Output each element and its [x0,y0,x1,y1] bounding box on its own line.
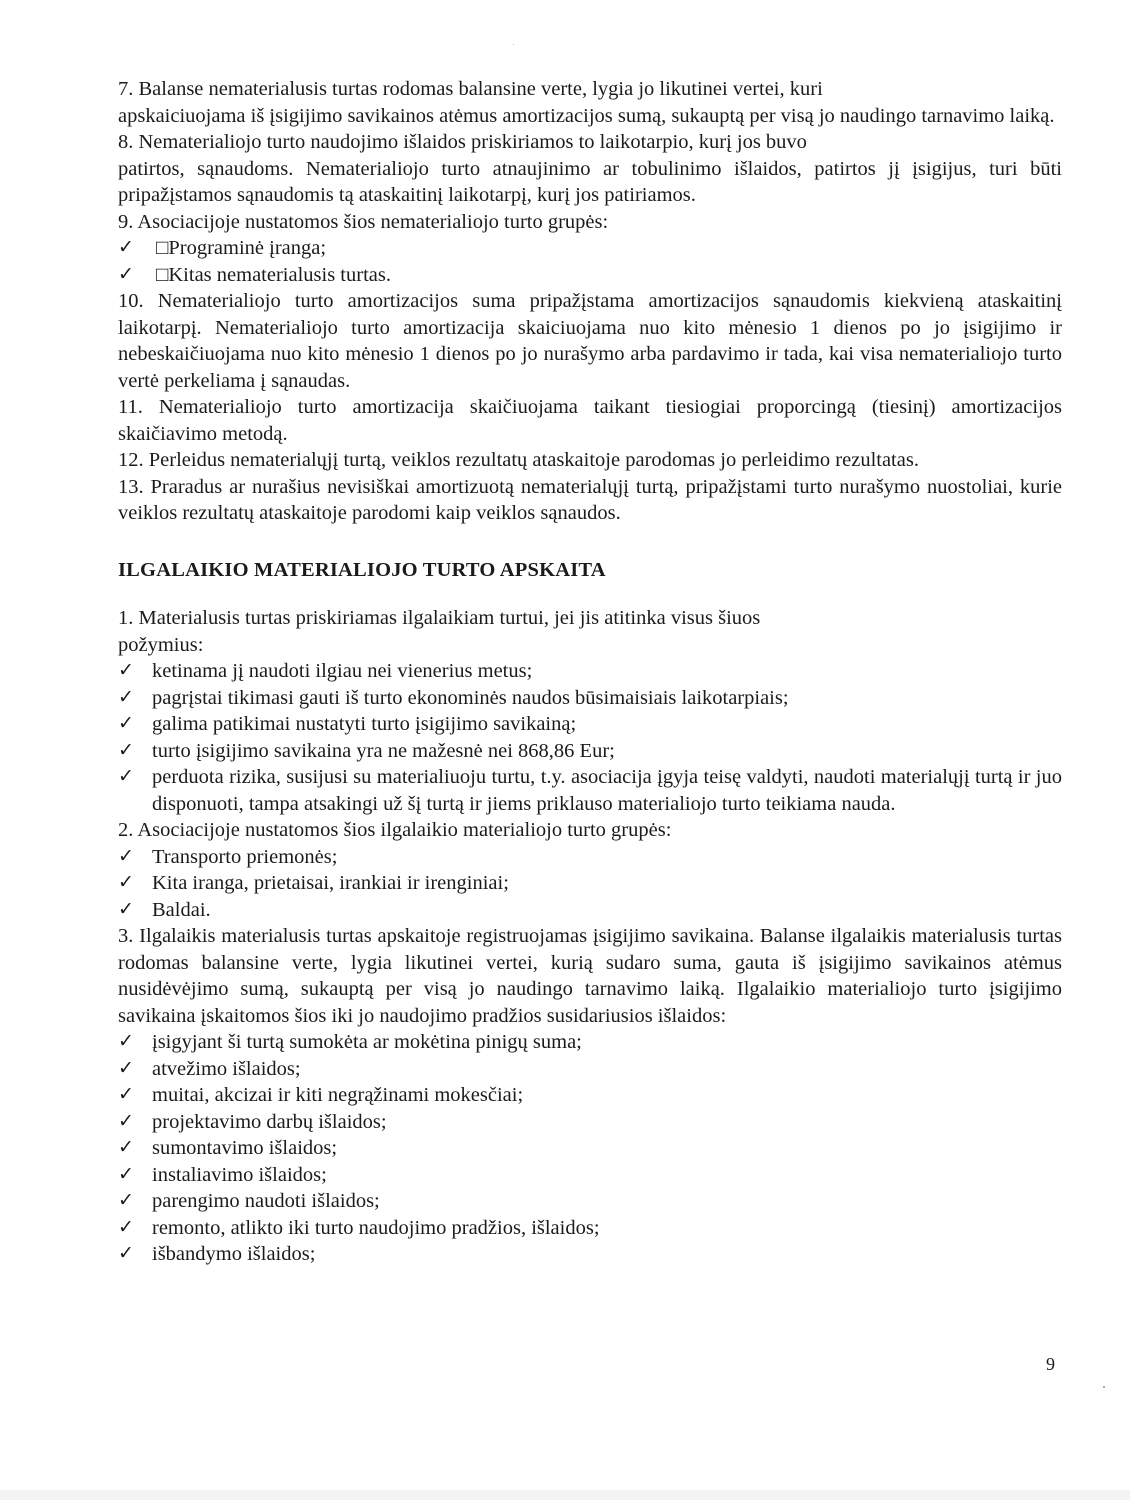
paragraph-7a: 7. Balanse nematerialusis turtas rodomas balansine verte, lygia jo likutinei vertei, kuri [118,78,823,100]
list-item [118,1082,1062,1109]
tangible-group: Transporto priemonės; [152,845,338,868]
paragraph-1b: požymius: [118,633,204,656]
list-item [118,658,1062,685]
cost-item: atvežimo išlaidos; [152,1057,301,1080]
cost-item: įsigyjant ši turtą sumokėta ar mokėtina pinigų suma; [152,1031,582,1053]
intangible-group-other: □Kitas nematerialusis turtas. [156,263,391,286]
check-icon: ✓ [118,739,134,761]
check-icon: ✓ [118,1190,134,1211]
check-icon: ✓ [118,1137,134,1158]
scan-speck [1103,1386,1105,1388]
paragraph-1a: 1. Materialusis turtas priskiriamas ilgalaikiam turtui, jei jis atitinka visus šiuos [118,607,761,629]
check-icon: ✓ [118,898,134,920]
list-item [118,1135,1062,1162]
tangible-group: Baldai. [152,898,211,921]
criterion: galima patikimai nustatyti turto įsigijimo savikainą; [152,713,577,735]
list-item [118,764,1062,817]
paragraph-2: 2. Asociacijoje nustatomos šios ilgalaikio materialiojo turto grupės: [118,819,672,841]
paragraph-3: 3. Ilgalaikis materialusis turtas apskaitoje registruojamas įsigijimo savikaina. Balanse ilgalaikis materialusis turtas rodomas balansine verte, lygia likutinei vertei, kurią sudaro suma, gauta iš įsigijimo savikainos atėmus nusidėvėjimo sumą, sukauptą per visą jo naudingo tarnavimo laiką. Ilgalaikio materialiojo turto įsigijimo savikaina įskaitomos šios iki jo naudojimo pradžios susidariusios išlaidos: [118,925,1062,1027]
check-icon: ✓ [118,872,134,893]
list-item [118,738,1062,765]
list-item [118,685,1062,712]
check-icon: ✓ [118,237,134,258]
list-item [118,1188,1062,1215]
paragraph-8b: patirtos, sąnaudoms. Nematerialiojo turto atnaujinimo ar tobulinimo išlaidos, patirtos jį įsigijus, turi būti pripažįstamos sąnaudomis tą ataskaitinį laikotarpį, kurį jos patiriamos. [118,157,1062,206]
check-icon: ✓ [118,686,134,708]
check-icon: ✓ [118,1084,134,1105]
paragraph-11: 11. Nematerialiojo turto amortizacija skaičiuojama taikant tiesiogiai proporcingą (tiesinį) amortizacijos skaičiavimo metodą. [118,396,1062,445]
cost-item: sumontavimo išlaidos; [152,1137,338,1159]
list-item [118,1029,1062,1056]
check-icon: ✓ [118,660,134,681]
document-page [118,76,1062,1268]
cost-item: projektavimo darbų išlaidos; [152,1110,387,1133]
intangible-group-software: □Programinė įranga; [156,237,327,259]
check-icon: ✓ [118,713,134,734]
check-icon: ✓ [118,1057,134,1079]
list-item [118,897,1062,924]
check-icon: ✓ [118,1243,134,1264]
check-icon: ✓ [118,766,134,787]
cost-item: muitai, akcizai ir kiti negrąžinami mokesčiai; [152,1084,524,1106]
criterion: perduota rizika, susijusi su materialiuoju turtu, t.y. asociacija įgyja teisę valdyti, naudoti materialųjį turtą ir juo disponuoti, tampa atsakingi už šį turtą ir jiems priklauso materialiojo turto teikiama nauda. [152,766,1062,815]
paragraph-7b: apskaiciuojama iš įsigijimo savikainos atėmus amortizacijos sumą, sukauptą per visą jo naudingo tarnavimo laiką. [118,104,1055,127]
list-item [118,711,1062,738]
list-item [118,1215,1062,1242]
page-bottom-edge [0,1490,1130,1500]
criterion: ketinama jį naudoti ilgiau nei vienerius metus; [152,660,533,682]
page-number: 9 [1046,1354,1055,1374]
paragraph-10: 10. Nematerialiojo turto amortizacijos suma pripažįstama amortizacijos sąnaudomis kiekvieną ataskaitinį laikotarpį. Nematerialiojo turto amortizacija skaiciuojama nuo kito mėnesio 1 dienos po jo įsigijimo ir nebeskaičiuojama nuo kito mėnesio 1 dienos po jo nurašymo arba pardavimo ir tada, kai visa nematerialiojo turto vertė perkeliama į sąnaudas. [118,290,1062,392]
paragraph-8a: 8. Nematerialiojo turto naudojimo išlaidos priskiriamos to laikotarpio, kurį jos buvo [118,131,807,153]
criterion: pagrįstai tikimasi gauti iš turto ekonominės naudos būsimaisiais laikotarpiais; [152,686,789,709]
list-item [118,1056,1062,1083]
criterion: turto įsigijimo savikaina yra ne mažesnė nei 868,86 Eur; [152,739,615,762]
section-heading: ILGALAIKIO MATERIALIOJO TURTO APSKAITA [118,558,606,581]
paragraph-12: 12. Perleidus nematerialųjį turtą, veiklos rezultatų ataskaitoje parodomas jo perleidimo rezultatas. [118,449,919,471]
check-icon: ✓ [118,1216,134,1238]
tangible-group: Kita iranga, prietaisai, irankiai ir irenginiai; [152,872,509,894]
cost-item: instaliavimo išlaidos; [152,1163,327,1186]
scan-speck [513,44,514,45]
list-item [118,870,1062,897]
cost-item: remonto, atlikto iki turto naudojimo pradžios, išlaidos; [152,1216,600,1239]
list-item [118,1162,1062,1189]
check-icon: ✓ [118,1110,134,1132]
list-item [118,1241,1062,1268]
list-item [118,844,1062,871]
check-icon: ✓ [118,1031,134,1052]
check-icon: ✓ [118,845,134,867]
list-item [118,262,1062,289]
paragraph-13: 13. Praradus ar nurašius nevisiškai amortizuotą nematerialųjį turtą, pripažįstami turto nurašymo nuostoliai, kurie veiklos rezultatų ataskaitoje parodomi kaip veiklos sąnaudos. [118,475,1062,524]
cost-item: išbandymo išlaidos; [152,1243,316,1265]
check-icon: ✓ [118,263,134,285]
cost-item: parengimo naudoti išlaidos; [152,1190,380,1212]
check-icon: ✓ [118,1163,134,1185]
paragraph-9: 9. Asociacijoje nustatomos šios nematerialiojo turto grupės: [118,210,609,233]
list-item [118,235,1062,262]
list-item [118,1109,1062,1136]
